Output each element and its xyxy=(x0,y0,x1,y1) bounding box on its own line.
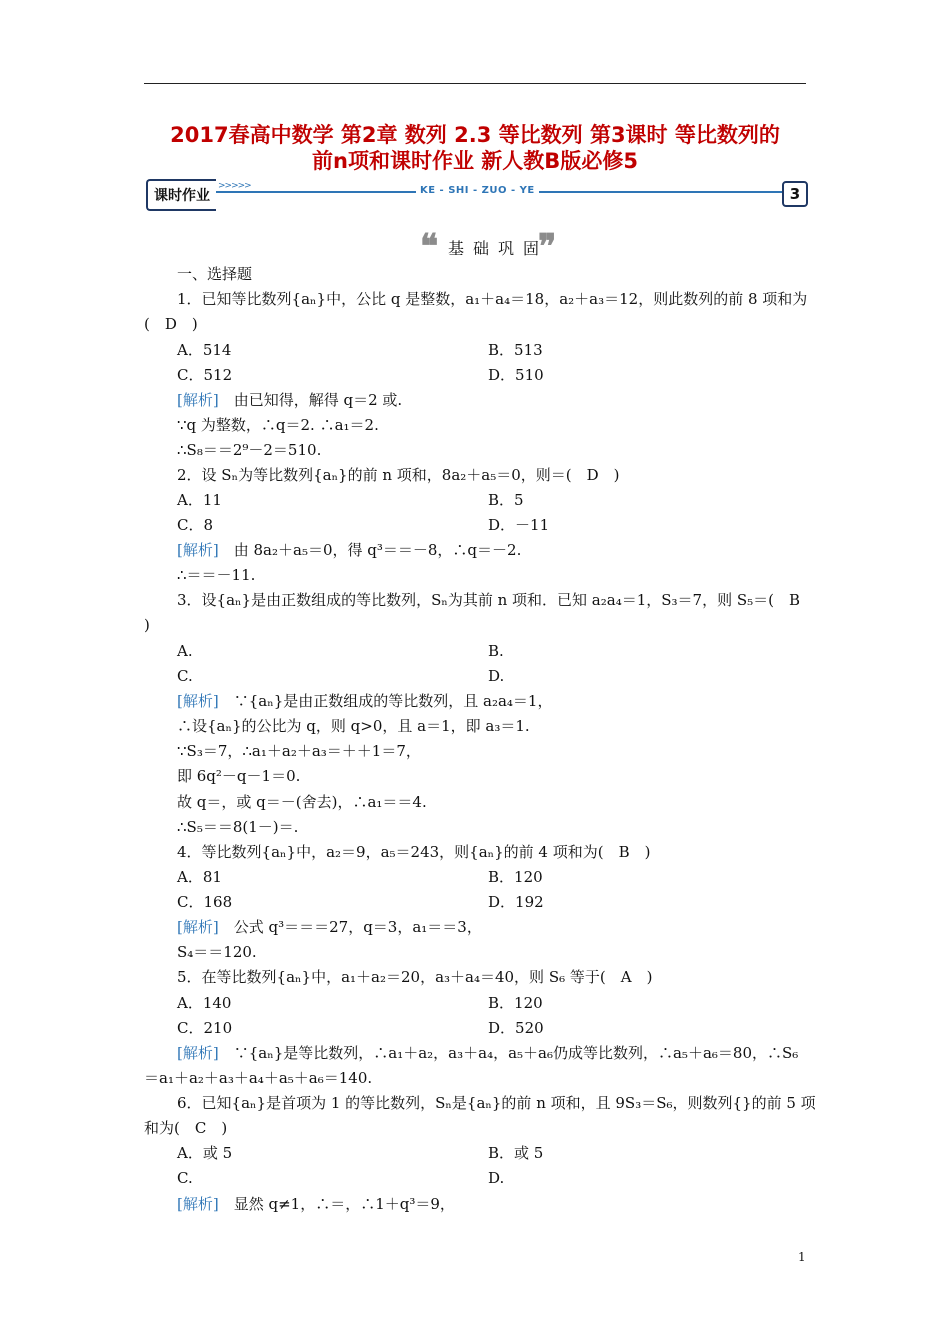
q2-step-2: ∴＝＝－11. xyxy=(177,566,256,584)
q1-analysis xyxy=(177,390,402,410)
q4-option-b: B．120 xyxy=(488,868,543,886)
q3-analysis xyxy=(177,691,552,711)
q1-option-b: B．513 xyxy=(488,341,543,359)
q3-step-2: ∴设{aₙ}的公比为 q，则 q>0，且 a＝1，即 a₃＝1. xyxy=(177,717,530,735)
question-4-stem: 4．等比数列{aₙ}中，a₂＝9，a₅＝243，则{aₙ}的前 4 项和为( B ) xyxy=(177,843,651,861)
q5-analysis xyxy=(177,1043,798,1063)
q5-option-a: A．140 xyxy=(177,994,232,1012)
top-rule xyxy=(144,83,806,84)
close-quote-icon: ❞ xyxy=(538,227,557,267)
analysis-tag: [解析] xyxy=(177,692,219,710)
q6-analysis xyxy=(177,1194,455,1214)
page-title-line-1: 2017春高中数学 第2章 数列 2.3 等比数列 第3课时 等比数列的 xyxy=(170,123,780,147)
section-heading: 一、选择题 xyxy=(177,265,253,283)
question-1-answer: ( D ) xyxy=(144,315,198,333)
q2-option-b: B．5 xyxy=(488,491,524,509)
q1-option-d: D．510 xyxy=(488,366,544,384)
analysis-tag: [解析] xyxy=(177,391,219,409)
question-2-stem: 2．设 Sₙ为等比数列{aₙ}的前 n 项和，8a₂＋a₅＝0，则＝( D ) xyxy=(177,466,620,484)
q4-option-a: A．81 xyxy=(177,868,222,886)
q4-step-2: S₄＝＝120. xyxy=(177,943,257,961)
q3-option-c: C. xyxy=(177,667,193,685)
q2-option-d: D．－11 xyxy=(488,516,550,534)
q5-analysis-text: ∵{aₙ}是等比数列，∴a₁＋a₂，a₃＋a₄，a₅＋a₆仍成等比数列，∴a₅＋a₆＝80，∴S₆ xyxy=(233,1044,799,1062)
analysis-tag: [解析] xyxy=(177,1044,219,1062)
q1-option-c: C．512 xyxy=(177,366,233,384)
q6-option-c: C. xyxy=(177,1169,193,1187)
analysis-tag: [解析] xyxy=(177,541,219,559)
q3-option-d: D. xyxy=(488,667,505,685)
q1-step-3: ∴S₈＝＝2⁹－2＝510. xyxy=(177,441,322,459)
q3-step-6: ∴S₅＝＝8(1－)＝. xyxy=(177,818,299,836)
q6-option-a: A．或 5 xyxy=(177,1144,233,1162)
question-6-stem-cont: 和为( C ) xyxy=(144,1119,228,1137)
q3-analysis-text: ∵{aₙ}是由正数组成的等比数列，且 a₂a₄＝1， xyxy=(233,692,553,710)
q3-step-4: 即 6q²－q－1＝0. xyxy=(177,767,301,785)
page-number: 1 xyxy=(798,1250,806,1264)
question-3-stem: 3．设{aₙ}是由正数组成的等比数列，Sₙ为其前 n 项和．已知 a₂a₄＝1，S₃＝7，则 S₅＝( B xyxy=(177,591,801,609)
section-title-text: 基础巩固 xyxy=(448,239,549,258)
open-quote-icon: ❝ xyxy=(420,227,439,267)
question-5-stem: 5．在等比数列{aₙ}中，a₁＋a₂＝20，a₃＋a₄＝40，则 S₆ 等于( A ) xyxy=(177,968,653,986)
banner-label-box xyxy=(146,179,216,211)
question-1-stem: 1．已知等比数列{aₙ}中，公比 q 是整数，a₁＋a₄＝18，a₂＋a₃＝12，则此数列的前 8 项和为 xyxy=(177,290,808,308)
q1-option-a: A．514 xyxy=(177,341,232,359)
q3-option-a: A. xyxy=(177,642,193,660)
q6-option-d: D. xyxy=(488,1169,505,1187)
q5-step-2: ＝a₁＋a₂＋a₃＋a₄＋a₅＋a₆＝140. xyxy=(144,1069,373,1087)
question-6-stem: 6．已知{aₙ}是首项为 1 的等比数列，Sₙ是{aₙ}的前 n 项和，且 9S₃＝S₆，则数列{}的前 5 项 xyxy=(177,1094,816,1112)
q2-analysis-text: 由 8a₂＋a₅＝0，得 q³＝＝－8，∴q＝－2. xyxy=(233,541,522,559)
q4-analysis xyxy=(177,917,482,937)
q3-option-b: B. xyxy=(488,642,504,660)
page-title-line-2: 前n项和课时作业 新人教B版必修5 xyxy=(312,149,638,173)
q5-option-c: C．210 xyxy=(177,1019,233,1037)
q4-option-d: D．192 xyxy=(488,893,544,911)
q6-option-b: B．或 5 xyxy=(488,1144,544,1162)
analysis-tag: [解析] xyxy=(177,918,219,936)
banner-arrows-icon: >>>>> xyxy=(218,181,251,191)
q1-step-2: ∵q 为整数，∴q＝2. ∴a₁＝2. xyxy=(177,416,379,434)
q5-option-d: D．520 xyxy=(488,1019,544,1037)
section-title xyxy=(420,227,570,267)
q3-step-5: 故 q＝，或 q＝－(舍去)，∴a₁＝＝4. xyxy=(177,793,427,811)
q4-analysis-text: 公式 q³＝＝＝27，q＝3，a₁＝＝3， xyxy=(233,918,482,936)
analysis-tag: [解析] xyxy=(177,1195,219,1213)
homework-banner xyxy=(146,176,808,212)
q6-analysis-text: 显然 q≠1，∴＝，∴1＋q³＝9， xyxy=(233,1195,455,1213)
q2-analysis xyxy=(177,540,521,560)
q3-step-3: ∵S₃＝7，∴a₁＋a₂＋a₃＝＋＋1＝7， xyxy=(177,742,421,760)
banner-pinyin: KE - SHI - ZUO - YE xyxy=(416,185,539,196)
banner-lesson-number: 3 xyxy=(782,181,808,207)
q4-option-c: C．168 xyxy=(177,893,233,911)
question-3-stem-cont: ) xyxy=(144,616,150,634)
q5-option-b: B．120 xyxy=(488,994,543,1012)
q2-option-a: A．11 xyxy=(177,491,222,509)
q2-option-c: C．8 xyxy=(177,516,214,534)
banner-label: 课时作业 xyxy=(154,188,210,204)
q1-analysis-text: 由已知得，解得 q＝2 或. xyxy=(233,391,403,409)
